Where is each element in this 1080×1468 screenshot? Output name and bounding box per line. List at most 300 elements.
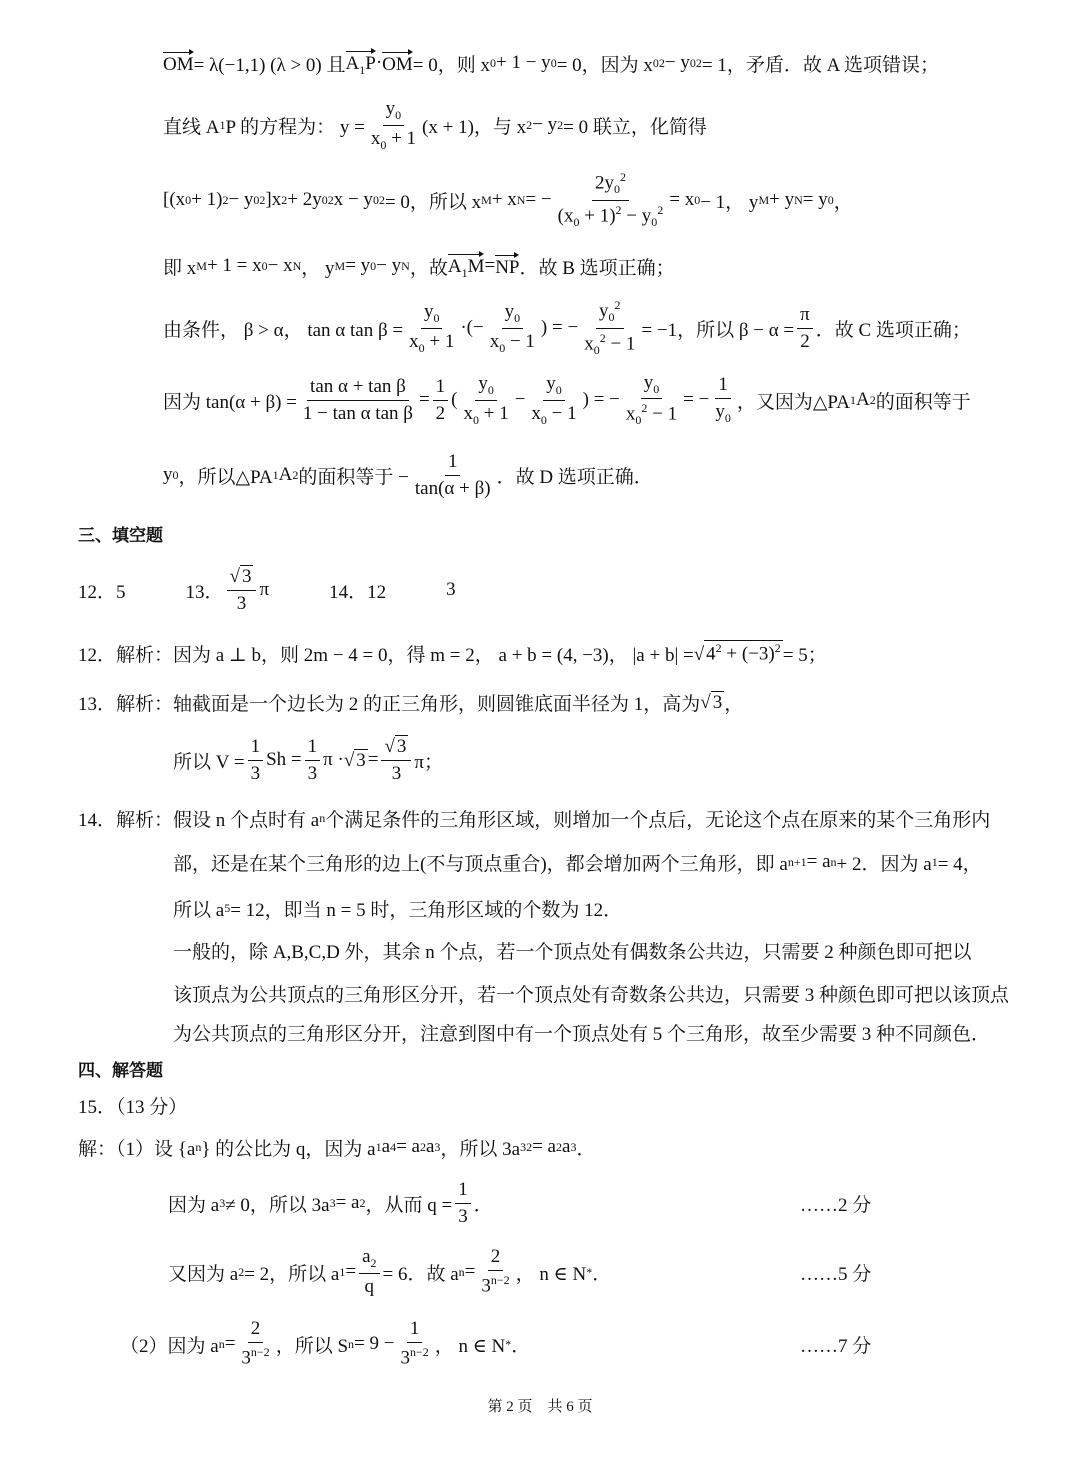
denominator xyxy=(406,329,457,356)
score-mark: ……7 分 xyxy=(800,1335,872,1357)
superscript xyxy=(620,170,626,184)
text-run: 2 xyxy=(281,192,288,207)
text-run: } 的公比为 q，因为 a xyxy=(201,1138,376,1160)
vector xyxy=(163,50,194,76)
text-run: 0 xyxy=(418,340,425,355)
text-run: 12．解析：因为 a ⊥ b，则 2m − 4 = 0，得 m = 2， a + b = (4, −3)， |a + b| = xyxy=(78,644,694,666)
text-run: 1 xyxy=(447,450,458,472)
denominator xyxy=(487,329,538,356)
denominator xyxy=(362,1274,378,1298)
text-run: n xyxy=(195,1139,202,1154)
text-run: q xyxy=(364,1275,375,1297)
subscript xyxy=(614,183,620,197)
text-run: 3 xyxy=(446,579,456,600)
denominator xyxy=(368,126,419,153)
text-run: tan(α + β) xyxy=(414,477,491,499)
text-run: 2 xyxy=(599,330,606,345)
text-run: a xyxy=(362,1246,371,1268)
text-run: ， y xyxy=(301,257,335,279)
page-footer: 第 2 页 共 6 页 xyxy=(487,1399,593,1415)
text-run: 三、填空题 xyxy=(78,525,163,546)
text-run: 3 xyxy=(241,566,252,587)
text-run: (x + 1)，与 x xyxy=(422,116,527,138)
text-run: = y xyxy=(345,255,371,276)
text-run: 2 xyxy=(869,392,876,407)
subscript xyxy=(556,383,562,397)
text-run: Sh = xyxy=(266,749,302,770)
text-run: * xyxy=(586,1264,593,1279)
subscript xyxy=(293,259,302,274)
text-run: π · xyxy=(323,749,344,770)
text-run: 14．解析：假设 n 个点时有 a xyxy=(78,809,320,831)
text-run: N xyxy=(516,192,526,207)
text-run: = xyxy=(224,1333,236,1354)
vector xyxy=(495,253,519,279)
fraction xyxy=(581,298,638,357)
fraction xyxy=(797,304,813,353)
denominator xyxy=(460,401,511,428)
fraction xyxy=(712,374,734,426)
text-run: = a xyxy=(396,1136,420,1157)
denominator xyxy=(234,591,250,615)
text-run: 2 xyxy=(695,55,702,70)
text-run: 0 xyxy=(380,137,387,152)
text-run: 3 xyxy=(570,1139,577,1154)
denominator xyxy=(797,329,813,353)
text-run: 0 xyxy=(185,192,192,207)
text-run: n+1 xyxy=(787,854,807,869)
text-run: 1 xyxy=(219,117,226,132)
denominator xyxy=(305,761,321,785)
text-run: 0 xyxy=(550,55,557,70)
text-line xyxy=(163,298,971,358)
text-run: 0 xyxy=(555,382,562,397)
radical-sign: √ xyxy=(693,643,705,665)
numerator xyxy=(433,376,449,401)
text-run: ， n ∈ N xyxy=(515,1263,587,1285)
text-run: 0 xyxy=(253,192,260,207)
numerator xyxy=(359,1246,379,1274)
text-run: P 的方程为： y = xyxy=(225,116,365,138)
numerator xyxy=(307,376,409,401)
text-run: ． xyxy=(592,1263,612,1285)
text-run: 2 xyxy=(419,1139,426,1154)
text-run: 0 xyxy=(433,310,440,325)
text-run: 15．（13 分） xyxy=(78,1096,188,1118)
fraction xyxy=(460,373,511,428)
text-run: ( xyxy=(451,389,458,410)
text-run: + 1 = x xyxy=(206,255,262,276)
square-root xyxy=(700,691,724,714)
text-run: 一般的，除 A,B,C,D 外，其余 n 个点，若一个顶点处有偶数条公共边，只需要 2 种颜色即可把以 xyxy=(173,941,972,963)
text-run: 2 xyxy=(259,192,266,207)
text-run: 2 xyxy=(378,192,385,207)
text-run: 0 xyxy=(514,310,521,325)
text-line xyxy=(163,370,971,430)
superscript xyxy=(615,298,621,312)
text-run: ，所以 S xyxy=(275,1335,349,1357)
numerator xyxy=(502,301,524,329)
text-run: 四、解答题 xyxy=(78,1060,163,1081)
fraction xyxy=(238,1318,272,1369)
text-run: 2 xyxy=(370,1255,377,1270)
numerator xyxy=(421,301,443,329)
subscript xyxy=(794,193,803,208)
denominator xyxy=(455,1204,471,1228)
text-run: a xyxy=(562,1136,571,1157)
text-run: 3 xyxy=(236,593,247,614)
text-run: NP xyxy=(495,257,520,278)
text-run: M xyxy=(758,192,770,207)
text-line xyxy=(163,95,707,155)
subscript xyxy=(481,193,492,208)
numerator xyxy=(248,1318,264,1343)
fraction xyxy=(412,451,494,500)
text-run: n xyxy=(319,810,326,825)
text-run: π xyxy=(259,579,270,600)
text-line xyxy=(120,1314,530,1374)
text-run: ，从而 q = xyxy=(365,1194,453,1216)
denominator xyxy=(300,401,416,425)
text-run: y xyxy=(163,464,173,485)
text-run: = a xyxy=(335,1192,360,1213)
fraction xyxy=(300,376,416,425)
text-run: 3 xyxy=(391,763,402,784)
text-run: 13．解析：轴截面是一个边长为 2 的正三角形，则圆锥底面半径为 1，高为 xyxy=(78,693,701,715)
text-run: 2 xyxy=(800,330,810,352)
text-run: 3 xyxy=(400,1347,410,1369)
text-run: ) = − xyxy=(582,389,620,410)
subscript xyxy=(653,381,659,395)
text-run: − 1 xyxy=(505,330,535,352)
text-run: 2 xyxy=(641,401,648,416)
text-run: ， n ∈ N xyxy=(434,1335,506,1357)
text-run: = 0，则 x xyxy=(412,54,490,76)
text-run: 0 xyxy=(635,413,642,428)
denominator xyxy=(712,399,734,426)
text-run: = − xyxy=(525,189,552,210)
text-run: 2 xyxy=(619,170,626,185)
fraction xyxy=(248,736,264,785)
text-run: − 1 xyxy=(605,332,636,354)
text-run: 0 xyxy=(689,55,696,70)
text-run: 0 xyxy=(499,340,506,355)
denominator xyxy=(397,1343,431,1369)
text-line xyxy=(168,1242,611,1302)
text-run: 12．5 xyxy=(78,581,126,603)
text-run: y xyxy=(643,371,654,393)
text-run: 14．12 xyxy=(329,581,387,603)
text-run: 由条件， β > α， tan α tan β = xyxy=(163,319,404,341)
text-run: 2 xyxy=(222,192,229,207)
text-run: = λ(−1,1) (λ > 0) 且 xyxy=(193,54,346,76)
text-run: ，所以 3a xyxy=(440,1138,521,1160)
text-run: 0 xyxy=(372,192,379,207)
radical-sign: √ xyxy=(229,566,240,587)
square-root xyxy=(694,640,783,665)
text-run: x xyxy=(409,330,419,352)
text-run: y xyxy=(546,372,556,394)
text-run: 0 xyxy=(608,310,615,325)
superscript xyxy=(491,1273,510,1287)
text-run: 0 xyxy=(395,107,402,122)
vector xyxy=(346,49,376,78)
text-run: y xyxy=(423,300,434,322)
text-line xyxy=(163,445,653,505)
text-run: = xyxy=(345,1261,357,1282)
vector xyxy=(382,50,413,76)
text-line xyxy=(173,730,443,790)
text-run: 1 xyxy=(250,735,261,757)
text-run: π xyxy=(800,303,810,325)
text-run: 1 xyxy=(931,854,938,869)
vector xyxy=(448,252,485,281)
text-run: 0 xyxy=(593,342,600,357)
text-run: − y xyxy=(376,255,402,276)
numerator xyxy=(641,372,663,400)
text-run: y xyxy=(599,300,609,322)
fraction xyxy=(433,376,449,425)
text-run: = 12，即当 n = 5 时，三角形区域的个数为 12． xyxy=(230,899,623,921)
text-run: 3 xyxy=(250,762,261,784)
numerator xyxy=(407,1318,423,1343)
text-run: + 1 xyxy=(478,402,509,424)
score-mark: ……2 分 xyxy=(800,1194,872,1216)
subscript xyxy=(371,1256,377,1270)
denominator xyxy=(528,401,579,428)
text-run: = 0 联立，化简得 xyxy=(563,116,707,138)
text-run: 3 xyxy=(434,1139,441,1154)
subscript xyxy=(335,259,346,274)
numerator xyxy=(797,304,813,329)
text-run: A xyxy=(855,389,870,410)
fraction xyxy=(487,301,538,356)
text-run: M xyxy=(196,258,207,273)
text-run: N xyxy=(292,258,302,273)
text-run: y xyxy=(504,300,515,322)
text-run: 1 xyxy=(339,1264,346,1279)
fraction xyxy=(368,98,419,153)
text-run: 为公共顶点的三角形区分开，注意到图中有一个顶点处有 5 个三角形，故至少需要 3 种不同颜色． xyxy=(173,1023,991,1045)
text-line xyxy=(163,236,675,296)
text-run: 3 xyxy=(329,1195,336,1210)
text-run: 1 xyxy=(435,375,446,397)
text-run: x xyxy=(531,402,541,424)
text-run: ]x xyxy=(265,189,282,210)
text-run: · xyxy=(375,52,383,73)
subscript xyxy=(514,311,520,325)
denominator xyxy=(248,761,264,785)
text-run: 2 xyxy=(435,402,446,424)
text-run: 所以 V = xyxy=(173,751,245,773)
text-run: 1 − tan α tan β xyxy=(302,402,413,424)
text-run: 0 xyxy=(827,192,834,207)
text-run: ．故 D 选项正确． xyxy=(496,466,653,488)
text-run: A xyxy=(447,255,462,277)
text-run: 1 xyxy=(409,1318,420,1340)
text-run: 2 xyxy=(614,298,621,313)
text-run: = x xyxy=(669,189,695,210)
text-run: 该顶点为公共顶点的三角形区分开，若一个顶点处有奇数条公共边，只需要 3 种颜色即可把以该顶点 xyxy=(173,984,1010,1006)
text-line xyxy=(78,1117,595,1177)
subscript xyxy=(609,311,615,325)
text-run: P xyxy=(365,52,376,74)
numerator xyxy=(592,170,629,200)
numerator xyxy=(488,1246,504,1271)
text-run: 3 xyxy=(481,1275,491,1297)
text-run: 4 xyxy=(706,643,716,665)
superscript xyxy=(251,1345,270,1359)
text-run: a xyxy=(425,1136,435,1157)
text-run: = xyxy=(367,749,379,770)
text-run: 4 xyxy=(390,1139,397,1154)
subscript xyxy=(488,383,494,397)
radicand xyxy=(354,749,368,772)
fraction xyxy=(406,301,457,356)
text-run: 2 xyxy=(250,1318,261,1340)
text-line xyxy=(163,33,939,93)
text-run: 0 xyxy=(487,382,494,397)
radical-sign: √ xyxy=(700,691,711,713)
text-run: + 2．因为 a xyxy=(836,853,932,875)
fraction xyxy=(528,373,579,428)
text-run: x − y xyxy=(333,189,373,210)
fraction xyxy=(305,736,321,785)
text-run: = 2，所以 a xyxy=(244,1263,340,1285)
text-run: = 1，矛盾．故 A 选项错误； xyxy=(701,54,940,76)
text-run: 3 xyxy=(307,762,318,784)
text-run: ． xyxy=(473,1194,493,1216)
subscript xyxy=(788,855,807,870)
text-run: = xyxy=(464,1261,476,1282)
numerator xyxy=(543,373,565,401)
text-run: ， xyxy=(724,693,744,715)
denominator xyxy=(238,1343,272,1369)
text-run: 0 xyxy=(321,192,328,207)
text-run: 3 xyxy=(712,691,723,713)
text-run: y xyxy=(385,97,396,119)
text-run: + 2y xyxy=(287,189,322,210)
text-run: 的面积等于 xyxy=(875,391,971,413)
text-run: 又因为 a xyxy=(168,1263,239,1285)
text-run: ．故 B 选项正确； xyxy=(519,257,675,279)
text-run: 2 xyxy=(490,1246,501,1268)
subscript xyxy=(594,343,600,357)
text-run: 2y xyxy=(594,172,614,194)
text-run: n xyxy=(458,1264,465,1279)
numerator xyxy=(596,298,624,328)
numerator xyxy=(445,451,461,476)
numerator xyxy=(381,735,411,761)
text-run: = xyxy=(418,389,430,410)
fraction xyxy=(397,1318,431,1369)
text-run: ． xyxy=(576,1138,596,1160)
text-run: = a xyxy=(806,851,831,872)
text-run: 3 xyxy=(241,1347,251,1369)
text-run: − 1， y xyxy=(700,191,759,213)
score-mark: ……5 分 xyxy=(800,1263,872,1285)
text-run: + 1) xyxy=(191,189,223,210)
text-run: 2 xyxy=(359,1195,366,1210)
numerator xyxy=(383,98,405,126)
text-run: n−2 xyxy=(250,1345,270,1360)
text-run: 1 xyxy=(359,62,366,77)
radical-sign: √ xyxy=(343,749,355,771)
subscript xyxy=(433,311,439,325)
text-run: 5 xyxy=(224,900,231,915)
text-run: 0 xyxy=(172,467,179,482)
text-run: x xyxy=(584,332,594,354)
text-run: − xyxy=(514,389,526,410)
text-run: − x xyxy=(267,255,293,276)
text-run: OM xyxy=(163,54,194,75)
fraction xyxy=(555,170,667,229)
text-run: 2 xyxy=(658,55,665,70)
text-run: = xyxy=(484,255,496,276)
text-run: M xyxy=(334,258,346,273)
text-run: ， xyxy=(833,191,853,213)
text-run: + (−3) xyxy=(721,643,775,665)
text-run: 即 x xyxy=(163,257,197,279)
text-run: ·(− xyxy=(460,317,484,338)
text-run: [(x xyxy=(163,189,186,210)
text-run: 2 xyxy=(327,192,334,207)
text-run: 因为 a xyxy=(168,1194,220,1216)
text-run: * xyxy=(505,1336,512,1351)
radicand xyxy=(395,735,409,758)
text-run: x xyxy=(370,127,381,149)
text-run: 因为 tan(α + β) = xyxy=(163,391,297,413)
text-run: 2 xyxy=(774,641,781,656)
text-run: A xyxy=(345,52,360,74)
text-run: 3 xyxy=(458,1205,468,1227)
text-run: ≠ 0，所以 3a xyxy=(225,1194,330,1216)
text-run: n−2 xyxy=(490,1273,510,1288)
text-run: 0 xyxy=(540,412,547,427)
text-line xyxy=(163,170,853,230)
text-run: 2 xyxy=(526,1139,533,1154)
text-run: − 1 xyxy=(546,402,577,424)
text-run: 1 xyxy=(461,265,468,280)
text-run: ．故 C 选项正确； xyxy=(815,319,971,341)
fraction xyxy=(623,372,680,429)
fraction xyxy=(359,1246,379,1298)
text-run: y xyxy=(715,401,725,423)
text-run: 部，还是在某个三角形的边上(不与顶点重合)，都会增加两个三角形，即 a xyxy=(173,853,788,875)
text-run: = a xyxy=(532,1136,556,1157)
text-run: 3 xyxy=(219,1195,226,1210)
radicand xyxy=(704,640,783,665)
subscript xyxy=(635,413,641,427)
square-root xyxy=(384,735,408,758)
text-run: = y xyxy=(802,189,828,210)
text-run: 1 xyxy=(375,1139,382,1154)
text-run: = 4， xyxy=(937,853,982,875)
denominator xyxy=(478,1271,512,1297)
text-run: 2 xyxy=(615,202,622,217)
text-run: 13． xyxy=(185,581,224,603)
text-run: = 0，因为 x xyxy=(556,54,653,76)
text-run: = −1，所以 β − α = xyxy=(641,319,795,341)
text-run: − y xyxy=(621,204,652,226)
text-run: 的面积等于 − xyxy=(298,466,409,488)
text-run: 3 xyxy=(396,736,407,757)
text-run: = 5； xyxy=(782,644,827,666)
text-run: 直线 A xyxy=(163,116,220,138)
text-run: 2 xyxy=(556,1139,562,1154)
text-run: 1 xyxy=(458,1178,468,1200)
subscript xyxy=(196,259,207,274)
